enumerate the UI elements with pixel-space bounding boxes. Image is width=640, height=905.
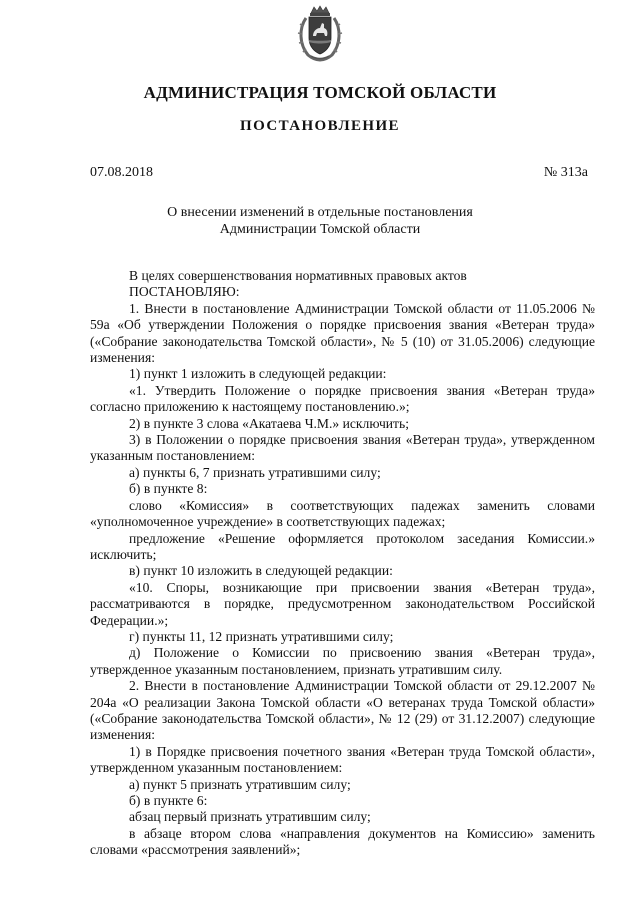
subject-line: О внесении изменений в отдельные постановления — [167, 205, 473, 220]
tomsk-coat-of-arms-icon — [296, 4, 344, 62]
body-paragraph: слово «Комиссия» в соответствующих падежах заменить словами «уполномоченное учреждение» в соответствующих падежах; — [90, 497, 595, 530]
body-paragraph: «10. Споры, возникающие при присвоении звания «Ветеран труда», рассматриваются в порядке, предусмотренном законодательством Российской Федерации.»; — [90, 579, 595, 628]
body-paragraph: «1. Утвердить Положение о порядке присвоения звания «Ветеран труда» согласно приложению к настоящему постановлению.»; — [90, 382, 595, 415]
document-number: № 313а — [543, 165, 588, 180]
body-paragraph: 3) в Положении о порядке присвоения звания «Ветеран труда», утвержденном указанным постановлением: — [90, 432, 595, 464]
body-paragraph: предложение «Решение оформляется протоколом заседания Комиссии.» исключить; — [90, 530, 595, 562]
body-paragraph: 2) в пункте 3 слова «Акатаева Ч.М.» исключить; — [129, 415, 409, 431]
body-paragraph: в) пункт 10 изложить в следующей редакции: — [129, 563, 393, 579]
body-paragraph: г) пункты 11, 12 признать утратившими силу; — [129, 628, 394, 644]
document-body — [90, 268, 595, 859]
body-paragraph: ПОСТАНОВЛЯЮ: — [129, 284, 240, 300]
body-paragraph: В целях совершенствования нормативных правовых актов — [129, 268, 467, 283]
body-paragraph: 1) в Порядке присвоения почетного звания «Ветеран труда Томской области», утвержденном указанным постановлением: — [90, 743, 595, 776]
organization-name: АДМИНИСТРАЦИЯ ТОМСКОЙ ОБЛАСТИ — [143, 83, 497, 102]
body-paragraph: а) пункты 6, 7 признать утратившими силу; — [129, 464, 381, 480]
document-type: ПОСТАНОВЛЕНИЕ — [240, 118, 400, 134]
body-paragraph: 1. Внести в постановление Администрации Томской области от 11.05.2006 № 59а «Об утверждении Положения о порядке присвоения звания «Ветеран труда» («Собрание законодательства Томской области», № 5 (10) от 31.05.2006) следующие изменения: — [90, 300, 595, 366]
document-subject — [0, 205, 640, 238]
body-paragraph: 2. Внести в постановление Администрации Томской области от 29.12.2007 № 204а «О реализации Закона Томской области «О ветеранах труда Томской области» («Собрание законодательства Томской области», № 12 (29) от 31.12.2007) следующие изменения: — [90, 678, 595, 743]
body-paragraph: в абзаце втором слова «направления документов на Комиссию» заменить словами «рассмотрения заявлений»; — [90, 825, 595, 858]
subject-line: Администрации Томской области — [219, 221, 421, 237]
document-date: 07.08.2018 — [90, 165, 153, 180]
body-paragraph: а) пункт 5 признать утратившим силу; — [129, 776, 351, 792]
body-paragraph: б) в пункте 8: — [129, 481, 208, 497]
body-paragraph: абзац первый признать утратившим силу; — [129, 809, 371, 825]
body-paragraph: б) в пункте 6: — [129, 793, 208, 808]
body-paragraph: 1) пункт 1 изложить в следующей редакции: — [129, 366, 387, 382]
body-paragraph: д) Положение о Комиссии по присвоению звания «Ветеран труда», утвержденное указанным постановлением, признать утратившим силу. — [90, 645, 595, 677]
